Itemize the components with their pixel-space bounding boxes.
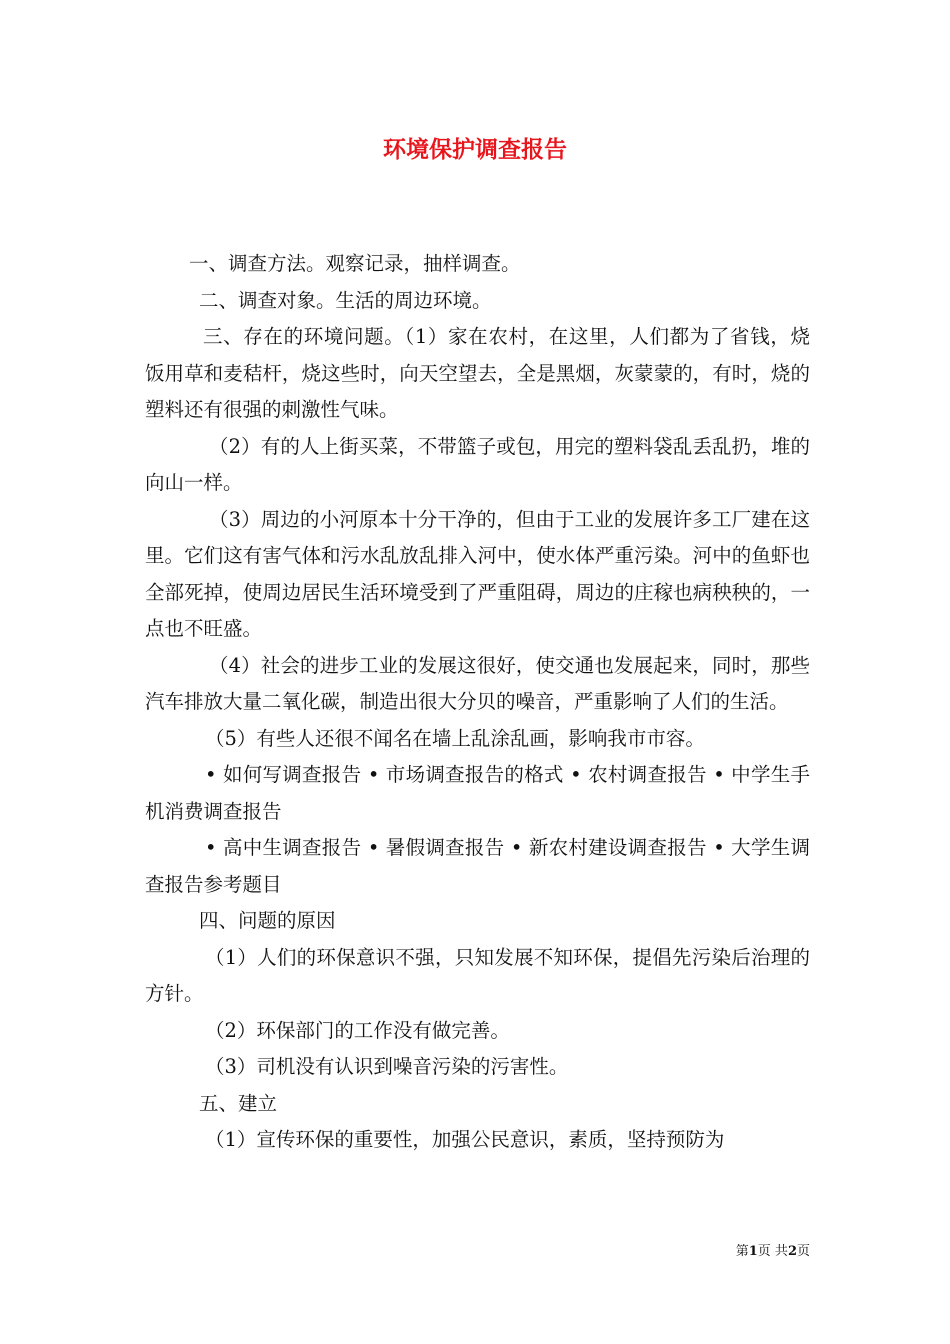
paragraph-problem-5: （5）有些人还很不闻名在墙上乱涂乱画，影响我市市容。 [205, 726, 705, 750]
paragraph-suggestion-1: （1）宣传环保的重要性，加强公民意识，素质，坚持预防为 [205, 1128, 725, 1151]
related-links-1: • 如何写调查报告 • 市场调查报告的格式 • 农村调查报告 • 中学生手机消费调查报告 [145, 763, 810, 823]
section-heading-causes: 四、问题的原因 [199, 909, 336, 932]
paragraph-problem-4: （4）社会的进步工业的发展这很好，使交通也发展起来，同时，那些汽车排放大量二氧化碳，制造出很大分贝的噪音，严重影响了人们的生活。 [145, 653, 810, 713]
footer-prefix: 第 [735, 1244, 749, 1259]
document-title: 环境保护调查报告 [383, 136, 567, 163]
related-links-2: • 高中生调查报告 • 暑假调查报告 • 新农村建设调查报告 • 大学生调查报告参考题目 [145, 836, 810, 896]
document-body [145, 246, 810, 1159]
paragraph-problem-2: （2）有的人上街买菜，不带篮子或包，用完的塑料袋乱丢乱扔，堆的向山一样。 [145, 434, 810, 494]
paragraph-cause-2: （2）环保部门的工作没有做完善。 [205, 1018, 510, 1042]
footer-current-page: 1 [748, 1244, 758, 1259]
paragraph-cause-3: （3）司机没有认识到噪音污染的污害性。 [205, 1055, 569, 1078]
paragraph-cause-1: （1）人们的环保意识不强，只知发展不知环保，提倡先污染后治理的方针。 [145, 945, 810, 1005]
footer-suffix: 页 [796, 1244, 810, 1259]
page-footer [690, 1243, 810, 1261]
paragraph-survey-method: 一、调查方法。观察记录，抽样调查。 [189, 252, 521, 275]
paragraph-problem-3: （3）周边的小河原本十分干净的，但由于工业的发展许多工厂建在这里。它们这有害气体和污水乱放乱排入河中，使水体严重污染。河中的鱼虾也全部死掉，使周边居民生活环境受到了严重阻碍，周边的庄稼也病秧秧的，一点也不旺盛。 [145, 507, 810, 640]
paragraph-problems: 三、存在的环境问题。（1）家在农村，在这里，人们都为了省钱，烧饭用草和麦秸杆，烧这些时，向天空望去，全是黑烟，灰蒙蒙的，有时，烧的塑料还有很强的刺激性气味。 [145, 325, 810, 421]
section-heading-suggestions: 五、建立 [199, 1091, 278, 1115]
paragraph-survey-target: 二、调查对象。生活的周边环境。 [199, 288, 492, 312]
footer-middle: 页 共 [757, 1244, 788, 1259]
footer-total-pages: 2 [787, 1244, 797, 1259]
